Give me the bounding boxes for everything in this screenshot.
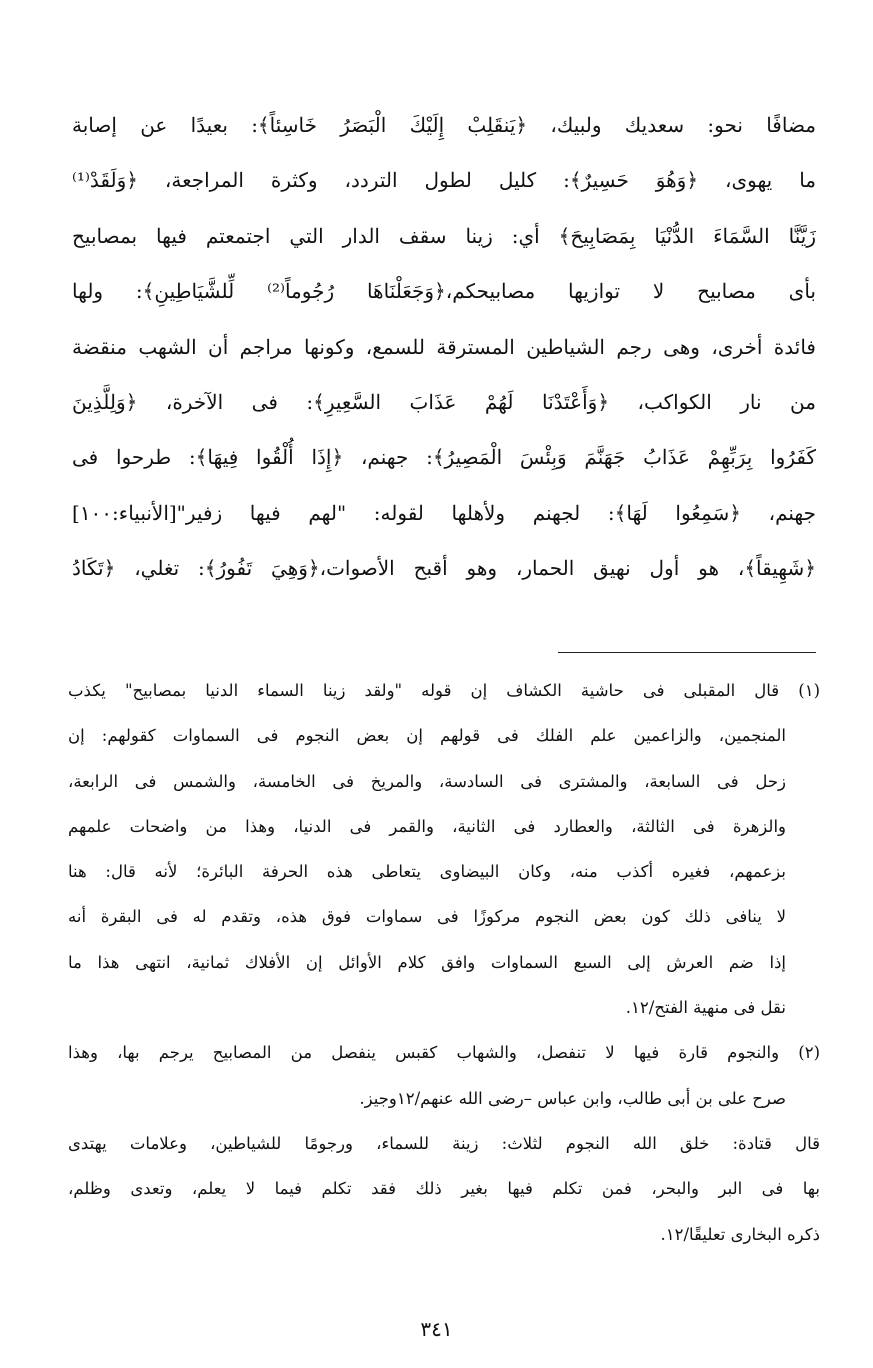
footnote-line: (١) قال المقبلى فى حاشية الكشاف إن قوله "ولقد زينا السماء الدنيا بمصابيح" يكذب [68,681,820,700]
main-text-line: كَفَرُوا بِرَبِّهِمْ عَذَابُ جَهَنَّمَ وَبِئْسَ الْمَصِيرُ﴾: جهنم، ﴿إِذَا أُلْقُوا فِيهَا﴾: طرحوا فى [72,445,816,470]
main-text-line: زَيَّنَّا السَّمَاءَ الدُّنْيَا بِمَصَابِيحَ﴾ أي: زينا سقف الدار التي اجتمعتم فيها بمصابيح [72,223,816,248]
main-text-line: بأى مصابيح لا توازيها مصابيحكم،﴿وَجَعَلْنَاهَا رُجُوماً⁽²⁾ لِّلشَّيَاطِينِ﴾: ولها [72,279,816,304]
main-text-line: ما يهوى، ﴿وَهُوَ حَسِيرٌ﴾: كليل لطول التردد، وكثرة المراجعة، ﴿وَلَقَدْ⁽¹⁾ [72,168,816,193]
main-text-line: من نار الكواكب، ﴿وَأَعْتَدْنَا لَهُمْ عَذَابَ السَّعِيرِ﴾: فى الآخرة، ﴿وَلِلَّذِينَ [72,389,816,414]
footnote-separator [558,652,816,653]
footnote-line: بها فى البر والبحر، فمن تكلم فيها بغير ذلك فقد تكلم فيما لا يعلم، وتعدى وظلم، [68,1179,820,1199]
footnote-line: نقل فى منهية الفتح/١٢. [625,998,786,1018]
footnote-line: ذكره البخارى تعليقًا/١٢. [660,1224,820,1244]
footnote-line: لا ينافى ذلك كون بعض النجوم مركوزًا فى سماوات فوق هذه، وتقدم له فى البقرة أنه [68,907,786,927]
footnote-line: بزعمهم، فغيره أكذب منه، وكان البيضاوى يتعاطى هذه الحرفة البائرة؛ لأنه قال: هنا [68,862,786,882]
footnote-line: زحل فى السابعة، والمشترى فى السادسة، والمريخ فى الخامسة، والشمس فى الرابعة، [68,771,786,791]
footnote-2-continuation [68,1121,820,1257]
footnote-line: (٢) والنجوم قارة فيها لا تنفصل، والشهاب كقبس ينفصل من المصابيح يرجم بها، وهذا [68,1043,820,1063]
main-text-line: جهنم، ﴿سَمِعُوا لَهَا﴾: لجهنم ولأهلها لقوله: "لهم فيها زفير"[الأنبياء:١٠٠] [72,500,816,525]
main-text-line: ﴿شَهِيقاً﴾، هو أول نهيق الحمار، وهو أقبح الأصوات،﴿وَهِيَ تَفُورُ﴾: تغلي، ﴿تَكَادُ [72,556,816,581]
footnote-1 [68,668,820,1030]
footnote-line: صرح على بن أبى طالب، وابن عباس –رضى الله عنهم/١٢وجيز. [359,1088,786,1108]
main-text-line: مضافًا نحو: سعديك ولبيك، ﴿يَنقَلِبْ إِلَيْكَ الْبَصَرُ خَاسِئاً﴾: بعيدًا عن إصابة [72,113,816,137]
main-text-line: فائدة أخرى، وهى رجم الشياطين المسترقة للسمع، وكونها مراجم أن الشهب منقضة [72,334,816,359]
footnote-line: قال قتادة: خلق الله النجوم لثلاث: زينة للسماء، ورجومًا للشياطين، وعلامات يهتدى [68,1133,820,1153]
footnotes-block [68,668,820,1257]
footnote-line: المنجمين، والزاعمين علم الفلك فى قولهم إن بعض النجوم فى السماوات كقولهم: إن [68,726,786,746]
footnote-line: إذا ضم العرش إلى السبع السماوات وافق كلام الأوائل إن الأفلاك ثمانية، انتهى هذا ما [68,952,786,972]
page-number: ٣٤١ [420,1317,453,1341]
footnote-2 [68,1030,820,1121]
main-text-block [72,98,816,597]
footnote-line: والزهرة فى الثالثة، والعطارد فى الثانية، والقمر فى الدنيا، وهذا من واضحات علمهم [68,816,786,836]
